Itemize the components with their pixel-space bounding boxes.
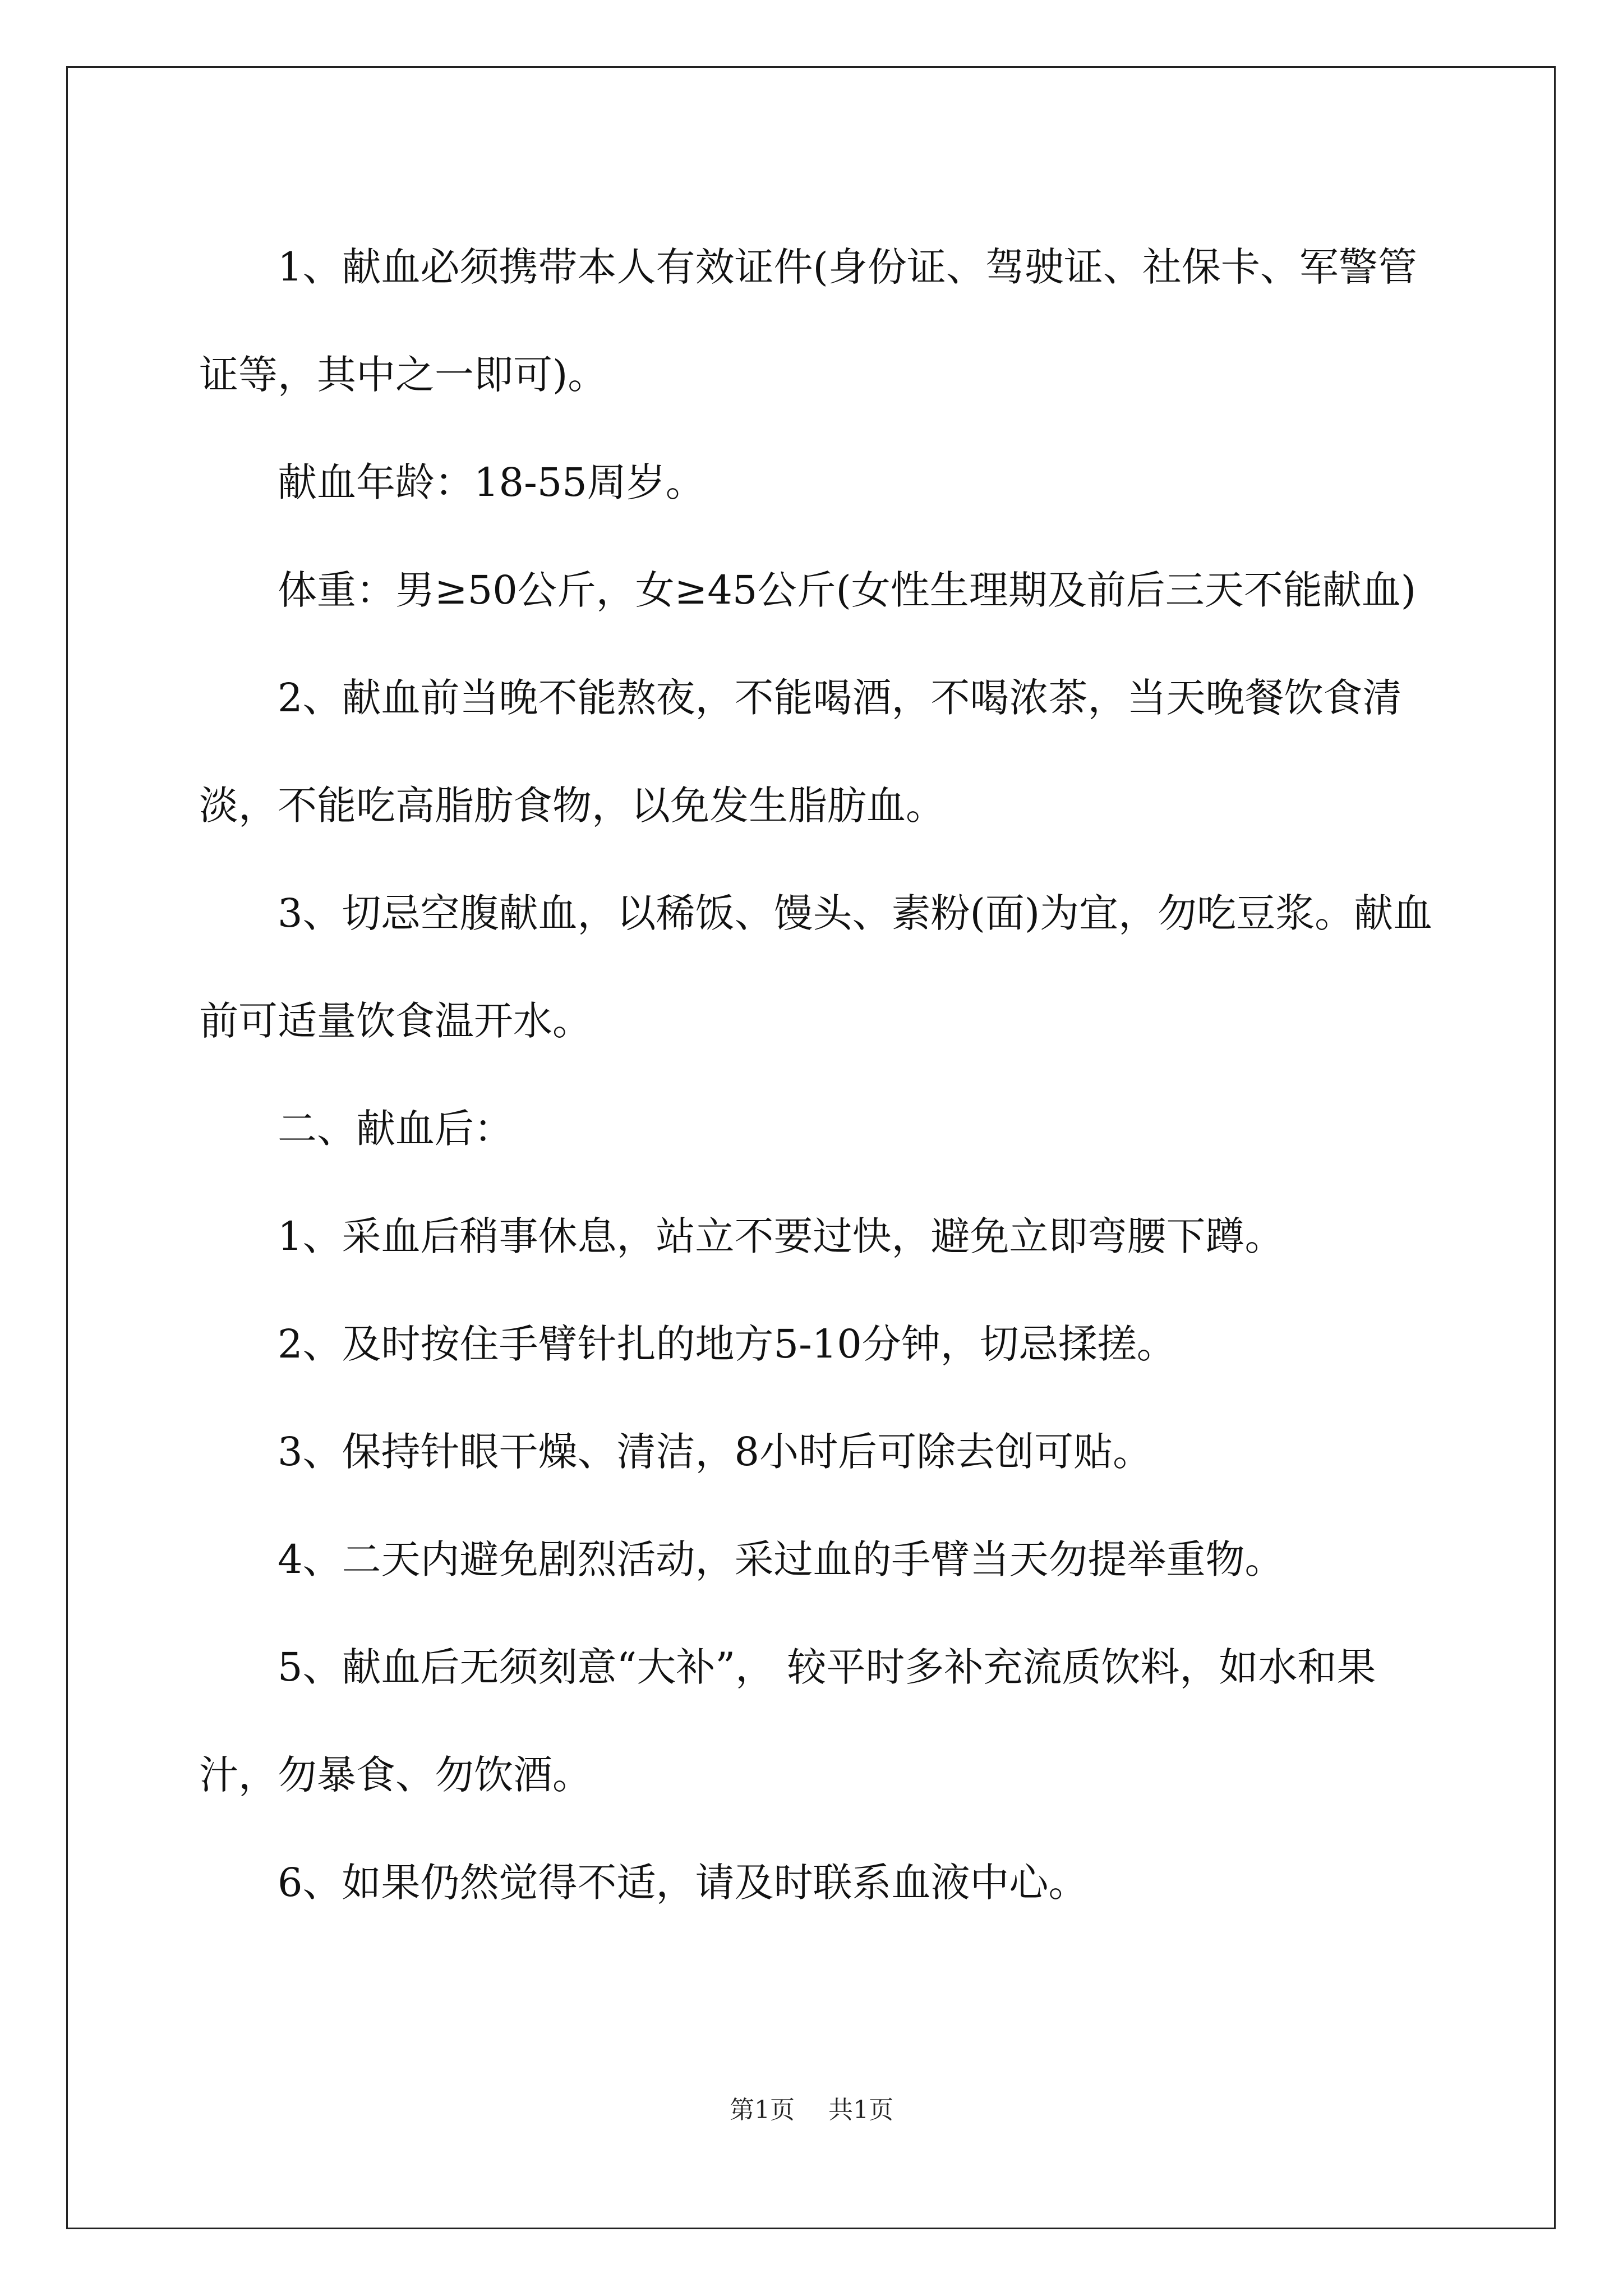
- paragraph-contact-center: 6、如果仍然觉得不适，请及时联系血液中心。: [278, 1860, 1088, 1906]
- document-body: [199, 213, 1433, 1936]
- paragraph-weight: 体重：男≥50公斤，女≥45公斤(女性生理期及前后三天不能献血): [278, 567, 1417, 613]
- paragraph-age: 献血年龄：18-55周岁。: [278, 459, 705, 505]
- paragraph-id-requirement: 1、献血必须携带本人有效证件(身份证、驾驶证、社保卡、军警管证等，其中之一即可)。: [199, 244, 1417, 398]
- paragraph-rest: 1、采血后稍事休息，站立不要过快，避免立即弯腰下蹲。: [278, 1213, 1284, 1259]
- paragraph-night-before: 2、献血前当晚不能熬夜，不能喝酒，不喝浓茶，当天晚餐饮食清淡，不能吃高脂肪食物，以免发生脂肪血。: [199, 675, 1402, 829]
- paragraph-no-supplements: 5、献血后无须刻意“大补”， 较平时多补充流质饮料，如水和果汁，勿暴食、勿饮酒。: [199, 1644, 1376, 1798]
- paragraph-keep-dry: 3、保持针眼干燥、清洁，8小时后可除去创可贴。: [278, 1429, 1152, 1475]
- page-number-current: 第1页: [730, 2096, 795, 2124]
- paragraph-no-fasting: 3、切忌空腹献血，以稀饭、馒头、素粉(面)为宜，勿吃豆浆。献血前可适量饮食温开水。: [199, 890, 1433, 1044]
- page-footer: [0, 2090, 1623, 2125]
- section-heading-after-donation: 二、献血后：: [278, 1106, 513, 1152]
- paragraph-press-arm: 2、及时按住手臂针扎的地方5-10分钟，切忌揉搓。: [278, 1321, 1176, 1367]
- paragraph-avoid-activity: 4、二天内避免剧烈活动，采过血的手臂当天勿提举重物。: [278, 1536, 1284, 1582]
- page-number-total: 共1页: [828, 2096, 893, 2124]
